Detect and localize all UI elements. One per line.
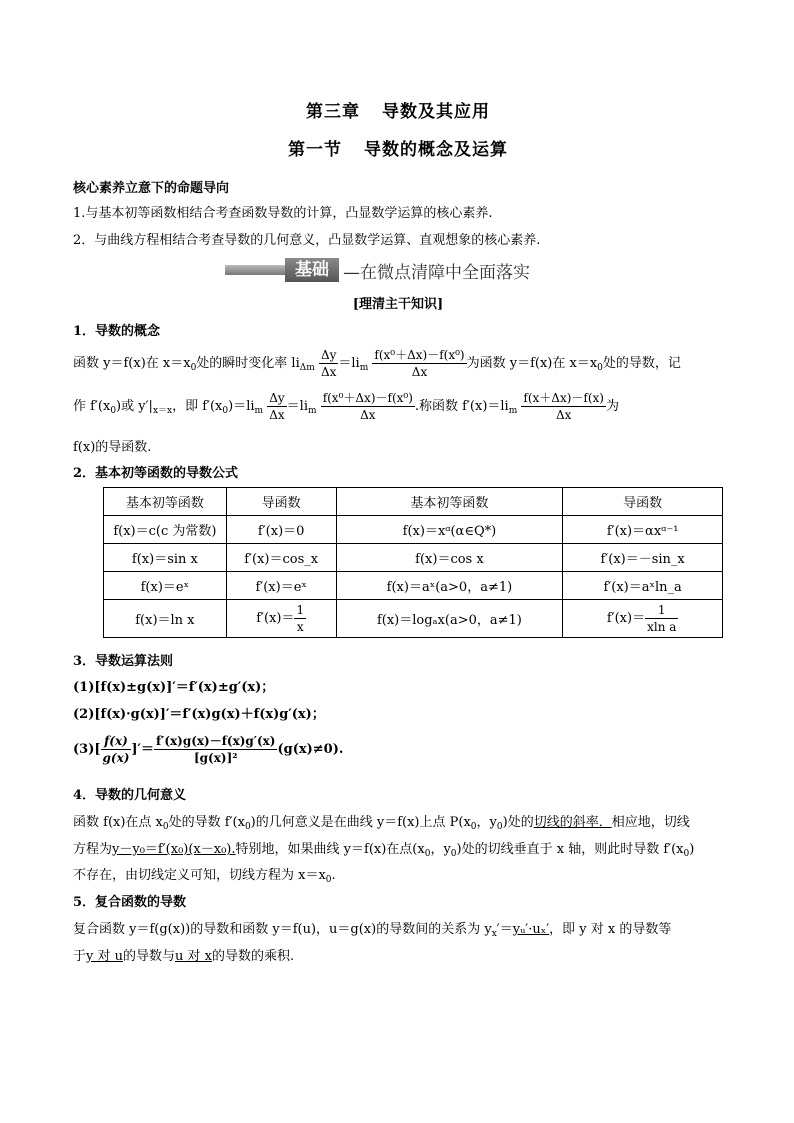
table-cell: f′(x)＝aˣln_a — [563, 572, 723, 600]
s5-line-1: 复合函数 y＝f(g(x))的导数和函数 y＝f(u)，u＝g(x)的导数间的关系为 $y_x'=yᵤ'\cdot u_x'$，即 y 对 x 的导数等 — [73, 922, 672, 939]
table-cell: f(x)＝ln x — [104, 600, 227, 638]
table-row — [104, 516, 723, 544]
orientation-heading: 核心素养立意下的命题导向 — [73, 181, 230, 196]
s1-line-1: 函数 y＝f(x)在 $x=x_0$处的瞬时变化率 $li_{\Delta m}$ $\frac{\Delta y}{\Delta x}$ $=li_m$ $\frac{\text{f(x⁰＋Δx)－f(x⁰)}}{\Delta x}$ 为函数 y＝f(x)在 $x=x_0$处的导数，记 — [73, 348, 681, 379]
orientation-item-2: 2．与曲线方程相结合考查导数的几何意义，凸显数学运算、直观想象的核心素养. — [73, 233, 541, 248]
s4-line-2: 方程为y－y₀＝f′(x₀)(x－x₀).特别地，如果曲线 y＝f(x)在点($x_0$，$y_0$)处的切线垂直于 x 轴，则此时导数 $f'(x_0)$ — [73, 842, 695, 859]
table-header: 基本初等函数 — [336, 488, 563, 516]
s4-line-3: 不存在，由切线定义可知，切线方程为 $x=x_0$. — [73, 868, 336, 885]
s5-heading: 5．复合函数的导数 — [73, 895, 187, 910]
s2-heading: 2．基本初等函数的导数公式 — [73, 466, 239, 481]
table-cell: f′(x)＝ $\frac{1}{\text{xln a}}$ — [563, 600, 723, 638]
table-cell: f′(x)＝αxᵅ⁻¹ — [563, 516, 723, 544]
s1-line-2: 作 $f'(x_0)$或 $y'|_{x=x}$，即 $f'(x_0)=li_m$ $\frac{\Delta y}{\Delta x}$ $=li_m$ $\frac{\text{f(x⁰＋Δx)－f(x⁰)}}{\Delta x}$ .称函数 $f'(x)=li_m$ $\frac{f(x+\Delta x)-f(x)}{\Delta x}$ 为 — [73, 391, 620, 422]
table-header: 基本初等函数 — [104, 488, 227, 516]
table-cell: f(x)＝eˣ — [104, 572, 227, 600]
chapter-number: 第三章 — [306, 102, 360, 122]
s4-line-1: 函数 f(x)在点 $x_0$处的导数 $f'(x_0)$的几何意义是在曲线 y＝f(x)上点 $P(x_0$，$y_0$)处的切线的斜率．相应地，切线 — [73, 815, 690, 832]
table-header: 导函数 — [563, 488, 723, 516]
s3-rule-1: (1)[f(x)±g(x)]′＝f′(x)±g′(x)； — [73, 680, 275, 695]
frac-dy-dx-2: $\frac{\Delta y}{\Delta x}$ — [269, 391, 285, 422]
derivative-table — [103, 487, 723, 638]
s3-rule-2: (2)[f(x)·g(x)]′＝f′(x)g(x)＋f(x)g′(x)； — [73, 707, 325, 722]
banner-bar — [225, 265, 285, 275]
table-cell: f(x)＝sin x — [104, 544, 227, 572]
table-cell: f′(x)＝0 — [226, 516, 336, 544]
table-cell: f′(x)＝cos_x — [226, 544, 336, 572]
s3-rule-3: (3)[ $\frac{f(x)}{g(x)}$ ]′＝ $\frac{f'(x)g(x)-f(x)g'(x)}{\text{[g(x)]²}}$ (g(x)≠0). — [73, 734, 344, 765]
frac-diff-quotient: $\frac{\text{f(x⁰＋Δx)－f(x⁰)}}{\Delta x}$ — [374, 348, 465, 379]
s1-line-3: f(x)的导函数. — [73, 440, 152, 455]
section-title — [73, 135, 723, 160]
table-cell: f(x)＝cos x — [336, 544, 563, 572]
table-header-row — [104, 488, 723, 516]
subheading: [理清主干知识] — [352, 297, 444, 312]
s4-heading: 4．导数的几何意义 — [73, 788, 187, 803]
table-row — [104, 544, 723, 572]
table-row — [104, 572, 723, 600]
table-row — [104, 600, 723, 638]
s5-line-2: 于y 对 u的导数与u 对 x的导数的乘积. — [73, 949, 295, 964]
table-header: 导函数 — [226, 488, 336, 516]
frac-diff-quotient-3: $\frac{f(x+\Delta x)-f(x)}{\Delta x}$ — [523, 391, 604, 422]
table-cell: f(x)＝xᵅ(α∈Q*) — [336, 516, 563, 544]
table-cell: f′(x)＝ $\frac{1}{x}$ — [226, 600, 336, 638]
frac-diff-quotient-2: $\frac{\text{f(x⁰＋Δx)－f(x⁰)}}{\Delta x}$ — [322, 391, 413, 422]
s3-heading: 3．导数运算法则 — [73, 654, 174, 669]
banner-text: —在微点清障中全面落实 — [343, 262, 530, 283]
table-cell: f′(x)＝eˣ — [226, 572, 336, 600]
frac-dy-dx: $\frac{\Delta y}{\Delta x}$ — [320, 348, 337, 379]
banner-label: 基础 — [285, 258, 339, 282]
chapter-name: 导数及其应用 — [382, 102, 490, 122]
section-name: 导数的概念及运算 — [364, 140, 508, 160]
table-cell: f′(x)＝－sin_x — [563, 544, 723, 572]
s1-heading: 1．导数的概念 — [73, 324, 161, 339]
section-number: 第一节 — [288, 140, 342, 160]
section-banner — [225, 258, 530, 282]
table-cell: f(x)＝c(c 为常数) — [104, 516, 227, 544]
orientation-item-1: 1.与基本初等函数相结合考查函数导数的计算，凸显数学运算的核心素养. — [73, 206, 493, 221]
chapter-title — [73, 97, 723, 122]
table-cell: f(x)＝logₐx(a>0，a≠1) — [336, 600, 563, 638]
table-cell: f(x)＝aˣ(a>0，a≠1) — [336, 572, 563, 600]
